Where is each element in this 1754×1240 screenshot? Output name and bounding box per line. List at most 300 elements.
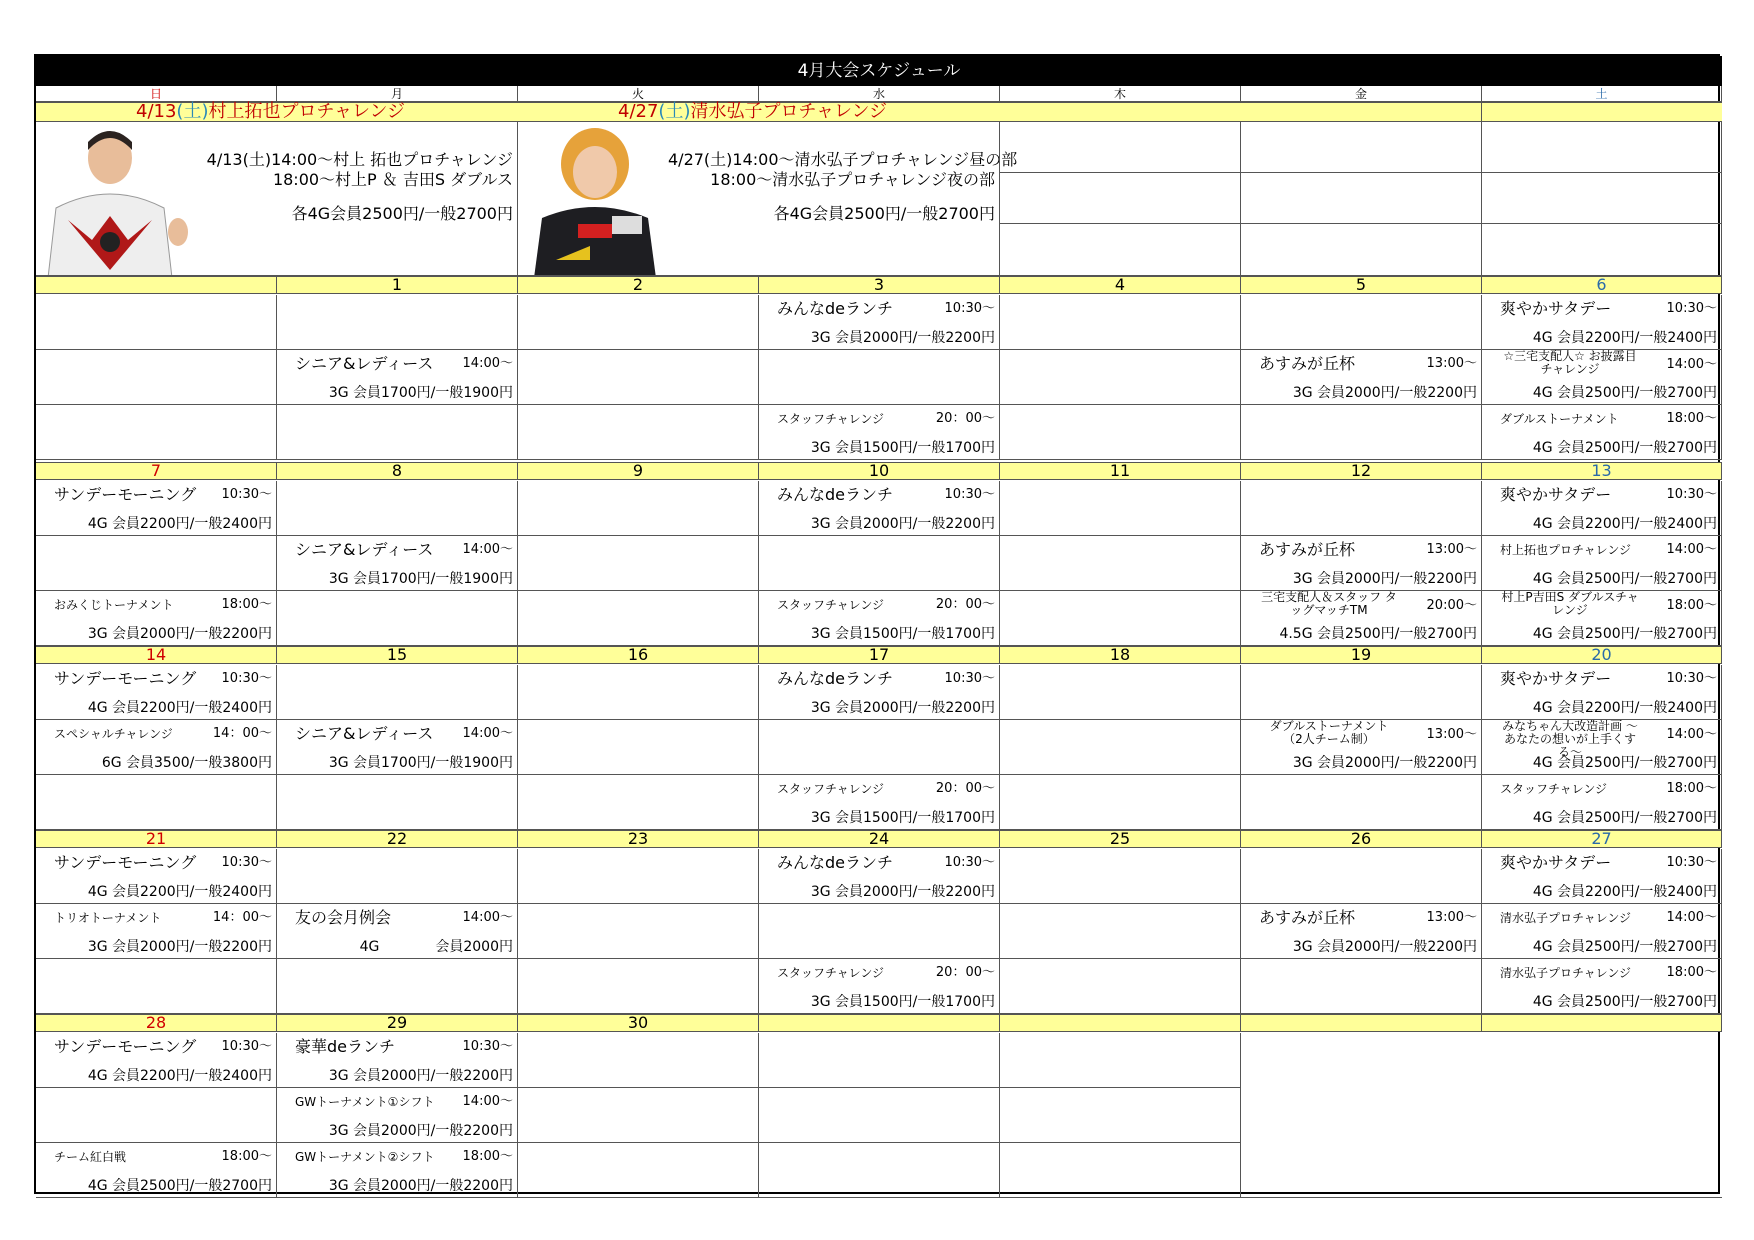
- event-slot: [759, 849, 1000, 904]
- event-cell: [759, 350, 1000, 405]
- event-fee: 3G 会員1700円/一般1900円: [328, 571, 513, 587]
- weekday-header: 火: [518, 86, 759, 102]
- event-slot: [759, 591, 1000, 646]
- pro-detail-line: 各4G会員2500円/一般2700円: [773, 204, 995, 223]
- event-fee: 3G 会員1500円/一般1700円: [810, 810, 995, 826]
- event-fee: 4G 会員2500円/一般2700円: [1532, 755, 1717, 771]
- empty-cell: [1482, 122, 1722, 173]
- date-number: 6: [1482, 276, 1722, 294]
- event-time: 13:00～: [1426, 356, 1477, 371]
- event-fee: 3G 会員1500円/一般1700円: [810, 994, 995, 1010]
- event-time: 13:00～: [1426, 727, 1477, 742]
- date-number: 4: [1000, 276, 1241, 294]
- event-cell: [1000, 1143, 1241, 1198]
- date-number: 13: [1482, 462, 1722, 480]
- schedule-calendar: [34, 54, 1720, 1194]
- event-name: スタッフチャレンジ: [777, 412, 885, 426]
- event-name: みんなdeランチ: [777, 669, 894, 688]
- date-number: 27: [1482, 830, 1722, 848]
- event-fee: 3G 会員2000円/一般2200円: [1292, 571, 1477, 587]
- event-cell: [1000, 959, 1241, 1014]
- event-slot: [36, 591, 277, 646]
- event-cell: [36, 536, 277, 591]
- event-fee: 3G 会員1500円/一般1700円: [810, 440, 995, 456]
- event-name: 村上拓也プロチャレンジ: [1500, 543, 1632, 557]
- event-header: [763, 852, 995, 874]
- event-name: みんなdeランチ: [777, 485, 894, 504]
- event-header: [1486, 298, 1717, 320]
- event-time: 13:00～: [1426, 910, 1477, 925]
- event-fee: 4G 会員2200円/一般2400円: [1532, 516, 1717, 532]
- date-number: 19: [1241, 646, 1482, 664]
- date-number: 18: [1000, 646, 1241, 664]
- event-name: あすみが丘杯: [1259, 354, 1356, 373]
- event-slot: [1482, 904, 1722, 959]
- event-fee: 4G 会員2200円/一般2400円: [87, 884, 272, 900]
- event-time: 10:30～: [944, 671, 995, 686]
- event-slot: [36, 665, 277, 720]
- pro-banner-dow-open: (: [658, 101, 666, 122]
- event-header: [40, 484, 272, 506]
- event-cell: [518, 536, 759, 591]
- event-name: ダブルストーナメント （2人チーム制）: [1269, 720, 1389, 746]
- event-fee: 3G 会員2000円/一般2200円: [87, 626, 272, 642]
- event-fee: 3G 会員2000円/一般2200円: [810, 700, 995, 716]
- date-number: 20: [1482, 646, 1722, 664]
- event-cell: [518, 775, 759, 830]
- event-header: [1486, 962, 1717, 984]
- event-name: みなちゃん大改造計画 ～あなたの想いが上手くする～: [1502, 720, 1638, 759]
- event-time: 20：00～: [935, 597, 995, 612]
- event-cell: [518, 720, 759, 775]
- event-name: スタッフチャレンジ: [1500, 782, 1608, 796]
- event-header: [1245, 591, 1477, 621]
- event-slot: [1241, 720, 1482, 775]
- event-cell: [1241, 849, 1482, 904]
- date-number: [759, 1014, 1000, 1032]
- event-name: GWトーナメント②シフト: [295, 1150, 435, 1164]
- event-time: 14:00～: [462, 356, 513, 371]
- event-slot: [1241, 536, 1482, 591]
- event-cell: [1000, 775, 1241, 830]
- event-cell: [36, 1088, 277, 1143]
- event-time: 14：00～: [212, 726, 272, 741]
- event-time: 10:30～: [944, 301, 995, 316]
- event-fee: 4G 会員2000円: [359, 939, 513, 955]
- pro-detail-line: 4/13(土)14:00～村上 拓也プロチャレンジ: [206, 150, 513, 169]
- event-time: 10:30～: [1666, 301, 1717, 316]
- event-fee: 3G 会員2000円/一般2200円: [87, 939, 272, 955]
- date-number: 2: [518, 276, 759, 294]
- event-header: [1245, 353, 1477, 375]
- event-time: 10:30～: [1666, 671, 1717, 686]
- event-name: サンデーモーニング: [54, 853, 197, 872]
- event-name: スペシャルチャレンジ: [54, 727, 173, 741]
- event-time: 14:00～: [462, 1094, 513, 1109]
- event-fee: 4G 会員2500円/一般2700円: [1532, 939, 1717, 955]
- event-fee: 4G 会員2500円/一般2700円: [1532, 626, 1717, 642]
- date-number: [36, 276, 277, 294]
- empty-cell: [1000, 224, 1241, 276]
- event-cell: [518, 849, 759, 904]
- event-time: 10:30～: [221, 487, 272, 502]
- event-fee: 4G 会員2500円/一般2700円: [87, 1178, 272, 1194]
- event-slot: [277, 1088, 518, 1143]
- event-slot: [1482, 849, 1722, 904]
- date-number: 30: [518, 1014, 759, 1032]
- event-cell: [36, 295, 277, 350]
- event-time: 14:00～: [462, 910, 513, 925]
- event-cell: [277, 775, 518, 830]
- event-cell: [277, 849, 518, 904]
- event-slot: [36, 1143, 277, 1198]
- event-header: [1486, 539, 1717, 561]
- event-name: サンデーモーニング: [54, 485, 197, 504]
- event-slot: [36, 481, 277, 536]
- event-time: 10:30～: [221, 1039, 272, 1054]
- event-header: [1486, 720, 1717, 759]
- event-name: シニア&レディース: [295, 540, 434, 559]
- event-name: ダブルストーナメント: [1500, 412, 1619, 426]
- event-slot: [36, 849, 277, 904]
- event-name: 爽やかサタデー: [1500, 299, 1612, 318]
- pro-detail-line: 18:00～村上P ＆ 吉田S ダブルス: [272, 170, 513, 189]
- event-cell: [277, 481, 518, 536]
- event-cell: [1000, 536, 1241, 591]
- event-header: [281, 1146, 513, 1168]
- date-number: 23: [518, 830, 759, 848]
- event-name: あすみが丘杯: [1259, 540, 1356, 559]
- event-fee: 3G 会員2000円/一般2200円: [810, 330, 995, 346]
- event-fee: 4G 会員2500円/一般2700円: [1532, 994, 1717, 1010]
- event-cell: [277, 295, 518, 350]
- event-slot: [1482, 481, 1722, 536]
- weekday-header: 水: [759, 86, 1000, 102]
- event-header: [1486, 408, 1717, 430]
- event-time: 10:30～: [944, 487, 995, 502]
- event-time: 13:00～: [1426, 542, 1477, 557]
- event-name: おみくじトーナメント: [54, 598, 174, 612]
- event-cell: [518, 1033, 759, 1088]
- event-header: [40, 1036, 272, 1058]
- event-time: 20：00～: [935, 781, 995, 796]
- event-time: 20:00～: [1426, 598, 1477, 613]
- event-cell: [1241, 405, 1482, 460]
- event-time: 10:30～: [1666, 855, 1717, 870]
- event-cell: [1000, 481, 1241, 536]
- event-time: 14:00～: [1666, 357, 1717, 372]
- event-slot: [759, 481, 1000, 536]
- calendar-title: 4月大会スケジュール: [36, 56, 1722, 86]
- event-time: 18:00～: [221, 1149, 272, 1164]
- event-cell: [1000, 1088, 1241, 1143]
- date-number: 26: [1241, 830, 1482, 848]
- empty-cell: [1241, 224, 1482, 276]
- event-fee: 4G 会員2200円/一般2400円: [1532, 700, 1717, 716]
- event-fee: 6G 会員3500/一般3800円: [101, 755, 272, 771]
- event-header: [1486, 484, 1717, 506]
- event-time: 14：00～: [212, 910, 272, 925]
- pro-banner-date: 4/27: [618, 101, 659, 122]
- pro-detail-line: 18:00～清水弘子プロチャレンジ夜の部: [710, 170, 995, 189]
- event-slot: [1241, 591, 1482, 646]
- event-header: [1486, 852, 1717, 874]
- event-time: 14:00～: [462, 726, 513, 741]
- event-name: スタッフチャレンジ: [777, 966, 885, 980]
- event-cell: [36, 959, 277, 1014]
- event-header: [1245, 720, 1477, 750]
- event-header: [40, 594, 272, 616]
- event-time: 20：00～: [935, 965, 995, 980]
- pro-detail-line: 4/27(土)14:00～清水弘子プロチャレンジ昼の部: [668, 150, 1018, 169]
- event-name: 三宅支配人＆スタッフ タッグマッチTM: [1261, 591, 1397, 617]
- date-number: [1241, 1014, 1482, 1032]
- event-name: みんなdeランチ: [777, 299, 894, 318]
- event-time: 18:00～: [221, 597, 272, 612]
- event-cell: [518, 295, 759, 350]
- event-name: ☆三宅支配人☆ お披露目チャレンジ: [1503, 350, 1637, 376]
- event-slot: [1482, 350, 1722, 405]
- pro-area: [518, 122, 1018, 276]
- event-cell: [1241, 775, 1482, 830]
- date-number: 9: [518, 462, 759, 480]
- event-header: [281, 1091, 513, 1113]
- event-time: 18:00～: [1666, 965, 1717, 980]
- event-time: 14:00～: [462, 542, 513, 557]
- event-cell: [1000, 720, 1241, 775]
- event-cell: [1241, 481, 1482, 536]
- event-header: [763, 962, 995, 984]
- empty-cell: [1000, 102, 1482, 122]
- event-cell: [759, 904, 1000, 959]
- date-number: [1000, 1014, 1241, 1032]
- event-time: 18:00～: [1666, 781, 1717, 796]
- event-cell: [36, 350, 277, 405]
- event-name: サンデーモーニング: [54, 1037, 197, 1056]
- event-slot: [1482, 295, 1722, 350]
- event-cell: [518, 350, 759, 405]
- pro-banner-dow-close: ): [201, 101, 209, 122]
- event-cell: [277, 959, 518, 1014]
- weekday-header: 金: [1241, 86, 1482, 102]
- event-header: [1486, 591, 1717, 621]
- pro-detail-line: 各4G会員2500円/一般2700円: [291, 204, 513, 223]
- event-fee: 3G 会員2000円/一般2200円: [810, 884, 995, 900]
- pro-banner: [618, 102, 1000, 122]
- empty-cell: [1000, 122, 1241, 173]
- date-number: 14: [36, 646, 277, 664]
- event-time: 18:00～: [462, 1149, 513, 1164]
- event-time: 10:30～: [462, 1039, 513, 1054]
- event-name: スタッフチャレンジ: [777, 782, 885, 796]
- event-cell: [518, 591, 759, 646]
- event-cell: [518, 959, 759, 1014]
- event-fee: 3G 会員2000円/一般2200円: [328, 1068, 513, 1084]
- event-cell: [1241, 665, 1482, 720]
- event-cell: [1000, 405, 1241, 460]
- event-name: スタッフチャレンジ: [777, 598, 885, 612]
- event-fee: 4G 会員2200円/一般2400円: [1532, 884, 1717, 900]
- date-number: 28: [36, 1014, 277, 1032]
- event-header: [763, 408, 995, 430]
- event-cell: [518, 665, 759, 720]
- event-slot: [759, 959, 1000, 1014]
- event-header: [763, 484, 995, 506]
- event-slot: [277, 1033, 518, 1088]
- date-number: 10: [759, 462, 1000, 480]
- event-header: [281, 353, 513, 375]
- event-cell: [759, 1033, 1000, 1088]
- event-fee: 3G 会員1700円/一般1900円: [328, 755, 513, 771]
- event-fee: 4G 会員2200円/一般2400円: [87, 516, 272, 532]
- event-cell: [759, 1088, 1000, 1143]
- event-name: あすみが丘杯: [1259, 908, 1356, 927]
- event-slot: [1241, 904, 1482, 959]
- event-slot: [1241, 350, 1482, 405]
- event-slot: [277, 536, 518, 591]
- event-fee: 3G 会員2000円/一般2200円: [328, 1178, 513, 1194]
- event-cell: [1000, 904, 1241, 959]
- event-slot: [759, 665, 1000, 720]
- event-fee: 4G 会員2500円/一般2700円: [1532, 385, 1717, 401]
- event-cell: [277, 405, 518, 460]
- date-number: [1482, 1014, 1722, 1032]
- event-time: 10:30～: [944, 855, 995, 870]
- pro-banner-name: 清水弘子プロチャレンジ: [690, 101, 888, 122]
- pro-banner-dow: 土: [665, 101, 684, 122]
- event-cell: [277, 591, 518, 646]
- event-cell: [1241, 959, 1482, 1014]
- event-time: 18:00～: [1666, 411, 1717, 426]
- event-fee: 4.5G 会員2500円/一般2700円: [1279, 626, 1477, 642]
- event-header: [281, 907, 513, 929]
- event-name: みんなdeランチ: [777, 853, 894, 872]
- pro-banner-dow: 土: [183, 101, 202, 122]
- date-number: 15: [277, 646, 518, 664]
- event-header: [40, 907, 272, 929]
- empty-cell: [1241, 173, 1482, 224]
- event-cell: [518, 405, 759, 460]
- date-number: 12: [1241, 462, 1482, 480]
- date-number: 17: [759, 646, 1000, 664]
- event-header: [40, 1146, 272, 1168]
- event-slot: [36, 904, 277, 959]
- event-header: [1245, 907, 1477, 929]
- event-slot: [277, 350, 518, 405]
- event-name: 村上P吉田S ダブルスチャレンジ: [1501, 591, 1639, 617]
- weekday-header: 土: [1482, 86, 1722, 102]
- date-number: 16: [518, 646, 759, 664]
- event-fee: 4G 会員2200円/一般2400円: [87, 700, 272, 716]
- pro-banner-date: 4/13: [136, 101, 177, 122]
- event-time: 20：00～: [935, 411, 995, 426]
- event-time: 10:30～: [1666, 487, 1717, 502]
- event-cell: [1000, 665, 1241, 720]
- event-header: [1486, 778, 1717, 800]
- event-slot: [759, 405, 1000, 460]
- event-name: 爽やかサタデー: [1500, 485, 1612, 504]
- pro-banner-dow-open: (: [176, 101, 184, 122]
- event-cell: [1000, 350, 1241, 405]
- event-name: シニア&レディース: [295, 354, 434, 373]
- date-number: 24: [759, 830, 1000, 848]
- event-name: トリオトーナメント: [54, 911, 162, 925]
- event-name: GWトーナメント①シフト: [295, 1095, 435, 1109]
- event-name: 友の会月例会: [295, 908, 392, 927]
- event-fee: 3G 会員1500円/一般1700円: [810, 626, 995, 642]
- event-fee: 3G 会員2000円/一般2200円: [810, 516, 995, 532]
- event-time: 14:00～: [1666, 727, 1717, 742]
- event-slot: [277, 720, 518, 775]
- event-name: 爽やかサタデー: [1500, 853, 1612, 872]
- event-name: チーム紅白戦: [54, 1150, 127, 1164]
- event-name: 清水弘子プロチャレンジ: [1500, 966, 1632, 980]
- pro-banner-dow-close: ): [683, 101, 691, 122]
- event-cell: [1000, 849, 1241, 904]
- event-header: [763, 594, 995, 616]
- empty-cell: [1482, 173, 1722, 224]
- event-fee: 4G 会員2200円/一般2400円: [1532, 330, 1717, 346]
- event-cell: [36, 775, 277, 830]
- event-cell: [36, 405, 277, 460]
- event-fee: 3G 会員2000円/一般2200円: [1292, 755, 1477, 771]
- event-cell: [277, 665, 518, 720]
- event-fee: 3G 会員2000円/一般2200円: [1292, 939, 1477, 955]
- event-slot: [277, 904, 518, 959]
- event-header: [1486, 668, 1717, 690]
- event-header: [40, 852, 272, 874]
- event-header: [40, 668, 272, 690]
- event-name: シニア&レディース: [295, 724, 434, 743]
- date-number: 25: [1000, 830, 1241, 848]
- event-name: 爽やかサタデー: [1500, 669, 1612, 688]
- event-fee: 4G 会員2500円/一般2700円: [1532, 810, 1717, 826]
- event-header: [281, 1036, 513, 1058]
- empty-block: [1241, 1033, 1722, 1198]
- event-fee: 3G 会員2000円/一般2200円: [1292, 385, 1477, 401]
- event-cell: [759, 720, 1000, 775]
- event-slot: [36, 1033, 277, 1088]
- event-header: [1486, 350, 1717, 380]
- weekday-header: 木: [1000, 86, 1241, 102]
- weekday-header: 月: [277, 86, 518, 102]
- date-number: 21: [36, 830, 277, 848]
- event-header: [281, 723, 513, 745]
- pro-banner: [136, 102, 518, 122]
- event-name: サンデーモーニング: [54, 669, 197, 688]
- event-header: [1486, 907, 1717, 929]
- event-time: 14:00～: [1666, 910, 1717, 925]
- empty-cell: [1241, 122, 1482, 173]
- event-header: [1245, 539, 1477, 561]
- event-cell: [518, 1088, 759, 1143]
- pro-area: [36, 122, 518, 276]
- date-number: 29: [277, 1014, 518, 1032]
- date-number: 8: [277, 462, 518, 480]
- event-cell: [759, 1143, 1000, 1198]
- event-header: [763, 298, 995, 320]
- event-name: 清水弘子プロチャレンジ: [1500, 911, 1632, 925]
- empty-cell: [1482, 224, 1722, 276]
- event-slot: [1482, 536, 1722, 591]
- event-slot: [759, 775, 1000, 830]
- event-fee: 3G 会員1700円/一般1900円: [328, 385, 513, 401]
- event-cell: [518, 904, 759, 959]
- event-slot: [36, 720, 277, 775]
- event-time: 18:00～: [1666, 598, 1717, 613]
- event-time: 14:00～: [1666, 542, 1717, 557]
- date-number: 11: [1000, 462, 1241, 480]
